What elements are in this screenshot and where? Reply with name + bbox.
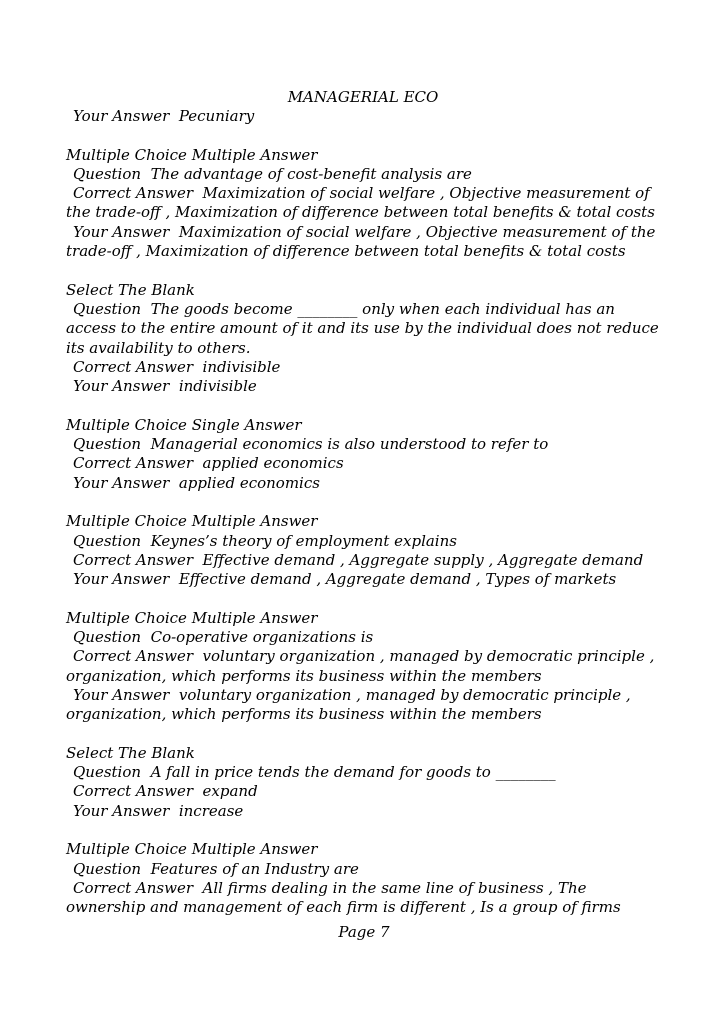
correct-answer: Correct Answer voluntary organization , managed by democratic principle , xyxy=(73,647,655,666)
correct-answer-cont: organization, which performs its business within the members xyxy=(66,666,542,685)
your-answer: Your Answer voluntary organization , managed by democratic principle , xyxy=(73,685,631,704)
correct-answer-cont: ownership and management of each firm is different , Is a group of firms xyxy=(66,898,621,917)
page-title: MANAGERIAL ECO xyxy=(287,88,439,106)
your-answer: Your Answer Maximization of social welfare , Objective measurement of the xyxy=(73,222,656,241)
correct-answer-cont: the trade-off , Maximization of difference between total benefits & total costs xyxy=(66,203,655,222)
question-text: Question Managerial economics is also understood to refer to xyxy=(73,435,549,454)
correct-answer: Correct Answer All firms dealing in the same line of business , The xyxy=(73,878,587,897)
your-answer-cont: organization, which performs its business within the members xyxy=(66,705,542,724)
your-answer: Your Answer applied economics xyxy=(73,473,320,492)
your-answer: Your Answer indivisible xyxy=(73,377,257,396)
question-type: Select The Blank xyxy=(66,280,195,299)
question-text: Question Keynes’s theory of employment explains xyxy=(73,531,457,550)
correct-answer: Correct Answer Maximization of social welfare , Objective measurement of xyxy=(73,184,650,203)
your-answer: Your Answer increase xyxy=(73,801,244,820)
page-number: Page 7 xyxy=(338,923,390,941)
question-type: Multiple Choice Multiple Answer xyxy=(66,840,318,859)
question-type: Multiple Choice Multiple Answer xyxy=(66,145,318,164)
question-text-cont: access to the entire amount of it and its use by the individual does not reduce xyxy=(66,319,659,338)
question-text: Question Features of an Industry are xyxy=(73,859,359,878)
question-text: Question Co-operative organizations is xyxy=(73,628,374,647)
your-answer: Your Answer Effective demand , Aggregate demand , Types of markets xyxy=(73,570,617,589)
question-type: Multiple Choice Multiple Answer xyxy=(66,512,318,531)
correct-answer: Correct Answer expand xyxy=(73,782,258,801)
correct-answer: Correct Answer Effective demand , Aggregate supply , Aggregate demand xyxy=(73,550,644,569)
question-type: Multiple Choice Single Answer xyxy=(66,415,302,434)
your-answer: Your Answer Pecuniary xyxy=(73,107,255,125)
correct-answer: Correct Answer applied economics xyxy=(73,454,344,473)
correct-answer: Correct Answer indivisible xyxy=(73,357,281,376)
question-type: Multiple Choice Multiple Answer xyxy=(66,608,318,627)
document-body xyxy=(66,88,666,917)
question-text: Question The advantage of cost-benefit analysis are xyxy=(73,164,472,183)
question-text: Question A fall in price tends the demand for goods to ________ xyxy=(73,763,556,782)
question-text-cont: its availability to others. xyxy=(66,338,251,357)
question-text: Question The goods become ________ only when each individual has an xyxy=(73,299,615,318)
question-type: Select The Blank xyxy=(66,743,195,762)
your-answer-cont: trade-off , Maximization of difference between total benefits & total costs xyxy=(66,242,626,261)
